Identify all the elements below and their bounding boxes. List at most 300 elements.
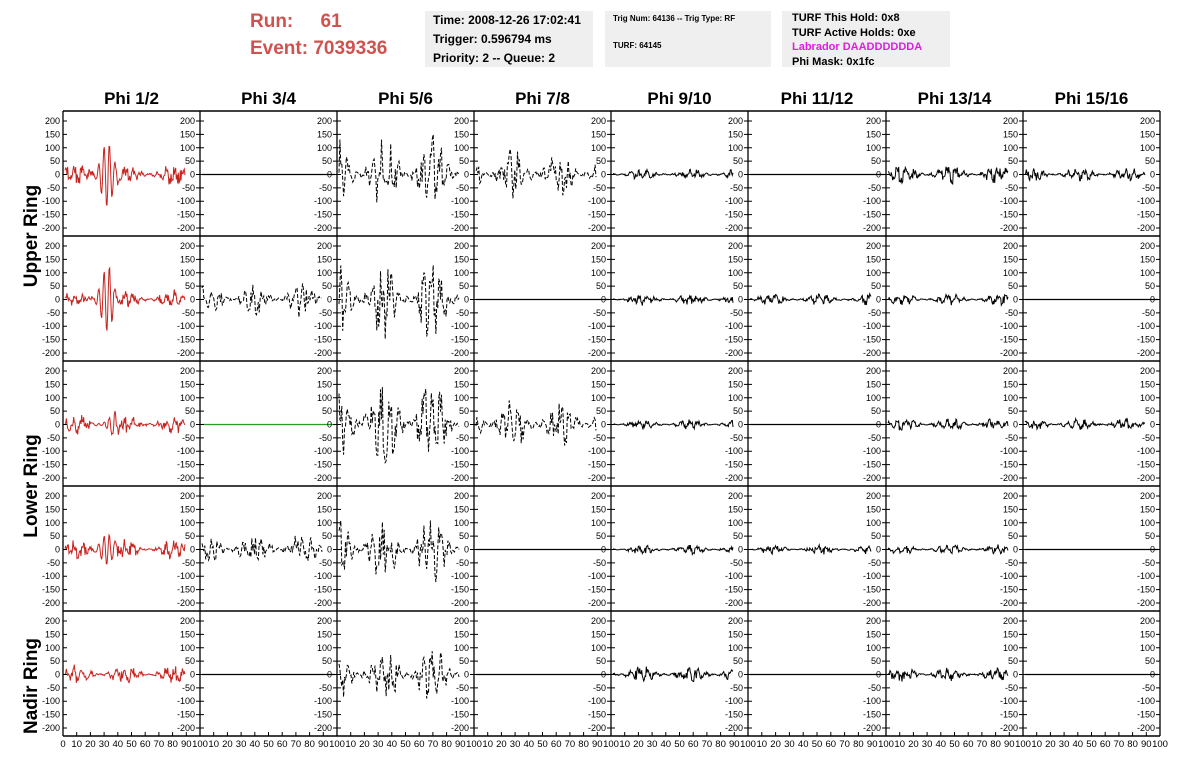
y-tick-label: -100 — [1136, 696, 1155, 707]
waveform-cell — [1023, 616, 1160, 733]
waveform-trace — [65, 146, 185, 205]
y-tick-label: 0 — [54, 169, 60, 180]
y-tick-label: -50 — [1141, 432, 1155, 443]
y-tick-label: -50 — [729, 182, 743, 193]
y-tick-label: -100 — [587, 696, 606, 707]
y-tick-label: -100 — [313, 321, 332, 332]
y-tick-label: -100 — [450, 321, 469, 332]
waveform-cell — [886, 241, 1023, 358]
x-tick-label: 60 — [550, 739, 562, 750]
y-tick-label: -50 — [181, 557, 195, 568]
y-tick-label: -50 — [592, 557, 606, 568]
y-tick-label: -150 — [587, 584, 606, 595]
y-tick-label: -50 — [46, 307, 60, 318]
y-tick-label: 200 — [1002, 241, 1018, 252]
y-tick-label: 50 — [1144, 406, 1155, 417]
y-tick-label: 0 — [1149, 544, 1155, 555]
y-tick-label: -200 — [41, 597, 60, 608]
y-tick-label: -150 — [724, 584, 743, 595]
y-tick-label: -50 — [318, 432, 332, 443]
x-tick-label: 40 — [1072, 739, 1084, 750]
y-tick-label: 100 — [453, 517, 469, 528]
y-tick-label: -50 — [318, 182, 332, 193]
y-tick-label: 50 — [458, 406, 469, 417]
y-tick-label: 0 — [326, 294, 332, 305]
y-tick-label: -100 — [1136, 571, 1155, 582]
y-tick-label: -100 — [41, 321, 60, 332]
waveform-cell — [474, 366, 611, 483]
waveform-cell — [1023, 241, 1160, 358]
y-tick-label: -150 — [724, 709, 743, 720]
y-tick-label: -150 — [176, 334, 195, 345]
y-tick-label: -150 — [313, 584, 332, 595]
waveform-trace — [339, 651, 459, 698]
y-tick-label: 100 — [865, 392, 881, 403]
y-tick-label: -200 — [313, 347, 332, 358]
y-tick-label: 50 — [321, 156, 332, 167]
y-tick-label: -200 — [724, 597, 743, 608]
y-tick-label: -200 — [41, 222, 60, 233]
y-tick-label: -50 — [455, 682, 469, 693]
y-tick-label: 50 — [1007, 531, 1018, 542]
y-tick-label: -150 — [999, 584, 1018, 595]
x-tick-label: 30 — [235, 739, 247, 750]
y-tick-label: -100 — [1136, 446, 1155, 457]
y-tick-label: -200 — [313, 597, 332, 608]
y-tick-label: -150 — [1136, 334, 1155, 345]
waveform-cell — [337, 116, 474, 233]
y-tick-label: -200 — [587, 597, 606, 608]
y-tick-label: -100 — [313, 196, 332, 207]
y-tick-label: -50 — [1004, 557, 1018, 568]
x-tick-label: 70 — [839, 739, 850, 750]
y-tick-label: -150 — [999, 709, 1018, 720]
y-tick-label: -150 — [1136, 709, 1155, 720]
y-tick-label: 150 — [865, 129, 881, 140]
y-tick-label: -200 — [450, 472, 469, 483]
y-tick-label: -150 — [724, 209, 743, 220]
y-tick-label: -50 — [181, 682, 195, 693]
y-tick-label: -200 — [724, 472, 743, 483]
event-value: 7039336 — [313, 38, 388, 59]
column-title: Phi 5/6 — [378, 89, 433, 108]
x-tick-label: 80 — [441, 739, 452, 750]
y-tick-label: -100 — [41, 571, 60, 582]
y-tick-label: 150 — [1139, 629, 1155, 640]
y-tick-label: 0 — [600, 169, 606, 180]
y-tick-label: -200 — [176, 722, 195, 733]
y-tick-label: 50 — [595, 156, 606, 167]
y-tick-label: -100 — [999, 571, 1018, 582]
y-tick-label: 0 — [54, 294, 60, 305]
y-tick-label: 50 — [49, 281, 60, 292]
y-tick-label: -150 — [587, 209, 606, 220]
x-tick-label: 80 — [715, 739, 726, 750]
y-tick-label: 0 — [600, 419, 606, 430]
y-tick-label: 0 — [326, 669, 332, 680]
y-tick-label: 0 — [1149, 419, 1155, 430]
y-tick-label: 100 — [179, 517, 195, 528]
y-tick-label: -50 — [318, 307, 332, 318]
waveform-cell — [337, 616, 474, 733]
y-tick-label: 200 — [44, 241, 60, 252]
y-tick-label: 0 — [875, 294, 881, 305]
y-tick-label: 50 — [732, 531, 743, 542]
y-tick-label: 200 — [727, 241, 743, 252]
y-tick-label: 0 — [463, 294, 469, 305]
waveform-cell — [748, 491, 886, 608]
y-tick-label: 150 — [727, 504, 743, 515]
x-tick-label: 20 — [770, 739, 781, 750]
y-tick-label: -50 — [867, 682, 881, 693]
y-tick-label: -50 — [867, 557, 881, 568]
y-tick-label: 100 — [316, 267, 332, 278]
run-value: 61 — [320, 11, 342, 32]
x-tick-label: 80 — [1127, 739, 1138, 750]
y-tick-label: -100 — [313, 446, 332, 457]
y-tick-label: 50 — [732, 656, 743, 667]
y-tick-label: -50 — [592, 182, 606, 193]
y-tick-label: -150 — [313, 209, 332, 220]
y-tick-label: 0 — [875, 419, 881, 430]
waveform-trace — [888, 419, 1008, 431]
x-tick-label: 10 — [482, 739, 493, 750]
waveform-cell — [42, 241, 200, 358]
y-tick-label: 150 — [590, 629, 606, 640]
y-tick-label: 50 — [458, 156, 469, 167]
y-tick-label: -100 — [587, 571, 606, 582]
y-tick-label: 50 — [458, 281, 469, 292]
y-tick-label: -150 — [862, 334, 881, 345]
y-tick-label: 200 — [727, 366, 743, 377]
y-tick-label: -100 — [176, 446, 195, 457]
y-tick-label: -100 — [724, 446, 743, 457]
y-tick-label: 0 — [189, 419, 195, 430]
x-tick-label: 80 — [990, 739, 1001, 750]
y-tick-label: -150 — [313, 334, 332, 345]
waveform-cell — [42, 616, 200, 733]
waveform-trace — [888, 668, 1008, 682]
y-tick-label: 100 — [453, 642, 469, 653]
x-tick-label: 10 — [619, 739, 630, 750]
waveform-cell — [200, 366, 337, 483]
y-tick-label: -150 — [1136, 584, 1155, 595]
y-tick-label: 150 — [1139, 379, 1155, 390]
y-tick-label: 50 — [870, 156, 881, 167]
y-tick-label: -150 — [450, 334, 469, 345]
y-tick-label: -200 — [450, 222, 469, 233]
y-tick-label: 50 — [184, 656, 195, 667]
waveform-cell — [748, 241, 886, 358]
y-tick-label: 0 — [737, 544, 743, 555]
waveform-trace — [339, 521, 459, 583]
y-tick-label: 0 — [1012, 544, 1018, 555]
y-tick-label: -50 — [46, 432, 60, 443]
y-tick-label: 0 — [189, 669, 195, 680]
y-tick-label: 150 — [1002, 629, 1018, 640]
y-tick-label: -100 — [176, 571, 195, 582]
y-tick-label: -150 — [313, 709, 332, 720]
y-tick-label: -200 — [587, 472, 606, 483]
y-tick-label: -100 — [587, 321, 606, 332]
y-tick-label: 200 — [1002, 616, 1018, 627]
y-tick-label: -100 — [450, 196, 469, 207]
y-tick-label: 50 — [321, 531, 332, 542]
y-tick-label: 50 — [870, 656, 881, 667]
y-tick-label: -150 — [450, 459, 469, 470]
y-tick-label: -50 — [455, 432, 469, 443]
y-tick-label: 100 — [316, 642, 332, 653]
y-tick-label: 100 — [590, 267, 606, 278]
y-tick-label: 150 — [1139, 254, 1155, 265]
y-tick-label: -150 — [587, 709, 606, 720]
x-tick-label: 0 — [60, 739, 66, 750]
y-tick-label: -50 — [729, 557, 743, 568]
y-tick-label: 150 — [453, 629, 469, 640]
y-tick-label: 150 — [179, 504, 195, 515]
run-label: Run: — [250, 11, 294, 32]
x-tick-label: 90 — [729, 739, 740, 750]
turf-this-hold: TURF This Hold: 0x8 — [792, 12, 900, 24]
phi-mask-text: Phi Mask: 0x1fc — [792, 55, 875, 68]
y-tick-label: -50 — [181, 432, 195, 443]
y-tick-label: 0 — [875, 169, 881, 180]
y-tick-label: 50 — [49, 406, 60, 417]
y-tick-label: 100 — [727, 642, 743, 653]
waveform-trace — [339, 265, 459, 339]
y-tick-label: -150 — [999, 459, 1018, 470]
y-tick-label: -100 — [862, 571, 881, 582]
y-tick-label: 100 — [179, 267, 195, 278]
waveform-trace — [476, 400, 596, 445]
y-tick-label: 100 — [44, 517, 60, 528]
y-tick-label: 50 — [870, 406, 881, 417]
y-tick-label: 0 — [189, 544, 195, 555]
waveform-trace — [750, 294, 871, 305]
y-tick-label: 150 — [453, 254, 469, 265]
x-tick-label: 50 — [263, 739, 274, 750]
y-tick-label: 0 — [875, 669, 881, 680]
waveform-trace — [888, 167, 1008, 184]
y-tick-label: 150 — [453, 129, 469, 140]
y-tick-label: 100 — [1002, 267, 1018, 278]
waveform-cell — [886, 116, 1023, 233]
waveform-cell — [611, 116, 748, 233]
y-tick-label: 0 — [1012, 169, 1018, 180]
y-tick-label: 150 — [727, 129, 743, 140]
y-tick-label: -100 — [587, 196, 606, 207]
y-tick-label: 150 — [316, 379, 332, 390]
ring-label: Nadir Ring — [21, 637, 42, 735]
y-tick-label: -200 — [41, 347, 60, 358]
y-tick-label: 150 — [179, 129, 195, 140]
waveform-cell — [748, 366, 886, 483]
x-tick-label: 20 — [222, 739, 233, 750]
y-tick-label: -100 — [862, 321, 881, 332]
x-tick-label: 80 — [578, 739, 589, 750]
y-tick-label: 200 — [44, 116, 60, 127]
x-tick-label: 60 — [687, 739, 699, 750]
waveform-cell — [886, 616, 1023, 733]
waveform-trace — [202, 283, 322, 317]
waveform-trace — [613, 667, 733, 682]
y-tick-label: 100 — [1002, 392, 1018, 403]
y-tick-label: 50 — [184, 156, 195, 167]
y-tick-label: -50 — [455, 182, 469, 193]
y-tick-label: -100 — [1136, 196, 1155, 207]
y-tick-label: -100 — [313, 696, 332, 707]
y-tick-label: 50 — [1144, 281, 1155, 292]
y-tick-label: 200 — [453, 491, 469, 502]
y-tick-label: 100 — [453, 392, 469, 403]
y-tick-label: 200 — [590, 366, 606, 377]
y-tick-label: -200 — [41, 722, 60, 733]
y-tick-label: 100 — [865, 642, 881, 653]
waveform-cell — [42, 116, 200, 233]
y-tick-label: 50 — [184, 406, 195, 417]
y-tick-label: 100 — [44, 642, 60, 653]
y-tick-label: -100 — [999, 196, 1018, 207]
y-tick-label: 150 — [453, 379, 469, 390]
x-tick-label: 70 — [1113, 739, 1125, 750]
y-tick-label: -50 — [455, 557, 469, 568]
y-tick-label: 100 — [179, 392, 195, 403]
y-tick-label: 100 — [590, 642, 606, 653]
waveform-cell — [337, 241, 474, 358]
y-tick-label: 150 — [590, 379, 606, 390]
y-tick-label: 50 — [595, 531, 606, 542]
y-tick-label: 50 — [321, 406, 332, 417]
y-tick-label: 200 — [179, 241, 195, 252]
y-tick-label: 100 — [1139, 142, 1155, 153]
waveform-cell — [42, 491, 200, 608]
y-tick-label: 100 — [179, 142, 195, 153]
y-tick-label: -200 — [999, 222, 1018, 233]
y-tick-label: 0 — [326, 169, 332, 180]
y-tick-label: 0 — [1149, 169, 1155, 180]
x-tick-label: 40 — [386, 739, 398, 750]
y-tick-label: 150 — [179, 629, 195, 640]
y-tick-label: 150 — [727, 379, 743, 390]
y-tick-label: 100 — [1002, 142, 1018, 153]
x-tick-label: 60 — [139, 739, 151, 750]
y-tick-label: 200 — [590, 491, 606, 502]
column-title: Phi 7/8 — [515, 89, 570, 108]
x-tick-label: 10 — [345, 739, 356, 750]
x-tick-label: 20 — [85, 739, 96, 750]
waveform-trace — [65, 665, 185, 683]
y-tick-label: -150 — [862, 709, 881, 720]
y-tick-label: 200 — [590, 116, 606, 127]
column-title: Phi 3/4 — [241, 89, 296, 108]
y-tick-label: -100 — [313, 571, 332, 582]
y-tick-label: 0 — [189, 294, 195, 305]
y-tick-label: -200 — [724, 222, 743, 233]
y-tick-label: 0 — [600, 294, 606, 305]
y-tick-label: 150 — [316, 129, 332, 140]
x-tick-label: 20 — [633, 739, 644, 750]
x-tick-label: 90 — [866, 739, 878, 750]
waveform-trace — [202, 536, 322, 561]
y-tick-label: -200 — [313, 722, 332, 733]
y-tick-label: -50 — [46, 682, 60, 693]
y-tick-label: 200 — [453, 366, 469, 377]
y-tick-label: -150 — [1136, 459, 1155, 470]
y-tick-label: 150 — [727, 629, 743, 640]
y-tick-label: -100 — [41, 196, 60, 207]
y-tick-label: 150 — [316, 504, 332, 515]
y-tick-label: 150 — [44, 629, 60, 640]
y-tick-label: -150 — [41, 584, 60, 595]
x-tick-label: 60 — [413, 739, 425, 750]
y-tick-label: -150 — [450, 584, 469, 595]
y-tick-label: -150 — [176, 209, 195, 220]
x-tick-label: 40 — [935, 739, 947, 750]
x-tick-label: 20 — [359, 739, 370, 750]
x-tick-label: 10 — [71, 739, 82, 750]
y-tick-label: 100 — [453, 267, 469, 278]
y-tick-label: -200 — [724, 347, 743, 358]
waveform-cell — [474, 241, 611, 358]
y-tick-label: -50 — [1004, 182, 1018, 193]
y-tick-label: -200 — [999, 472, 1018, 483]
y-tick-label: -200 — [999, 597, 1018, 608]
waveform-cell — [42, 366, 200, 483]
y-tick-label: -200 — [587, 222, 606, 233]
y-tick-label: 100 — [1002, 517, 1018, 528]
waveform-cell — [200, 116, 337, 233]
y-tick-label: -200 — [862, 597, 881, 608]
y-tick-label: 100 — [316, 517, 332, 528]
y-tick-label: 50 — [321, 281, 332, 292]
y-tick-label: 0 — [600, 669, 606, 680]
y-tick-label: -100 — [724, 321, 743, 332]
x-tick-label: 80 — [167, 739, 178, 750]
x-tick-label: 90 — [1004, 739, 1015, 750]
y-tick-label: 200 — [865, 491, 881, 502]
y-tick-label: 100 — [865, 142, 881, 153]
y-tick-label: 50 — [1007, 281, 1018, 292]
x-tick-label: 90 — [592, 739, 603, 750]
x-tick-label: 20 — [1045, 739, 1056, 750]
turf-text: TURF: 64145 — [613, 41, 662, 50]
y-tick-label: -100 — [999, 446, 1018, 457]
y-tick-label: 0 — [463, 169, 469, 180]
y-tick-label: -50 — [46, 182, 60, 193]
y-tick-label: 100 — [727, 517, 743, 528]
y-tick-label: 0 — [326, 419, 332, 430]
column-title: Phi 13/14 — [917, 89, 992, 108]
x-tick-label: 60 — [962, 739, 974, 750]
y-tick-label: 100 — [44, 392, 60, 403]
y-tick-label: -100 — [450, 446, 469, 457]
y-tick-label: -100 — [862, 196, 881, 207]
y-tick-label: 150 — [865, 254, 881, 265]
y-tick-label: -200 — [41, 472, 60, 483]
y-tick-label: -200 — [862, 347, 881, 358]
y-tick-label: 0 — [463, 669, 469, 680]
x-tick-label: 90 — [318, 739, 329, 750]
y-tick-label: 0 — [737, 419, 743, 430]
y-tick-label: 150 — [453, 504, 469, 515]
y-tick-label: 200 — [590, 241, 606, 252]
y-tick-label: 100 — [865, 517, 881, 528]
y-tick-label: -150 — [450, 709, 469, 720]
y-tick-label: 50 — [595, 281, 606, 292]
waveform-cell — [886, 491, 1023, 608]
y-tick-label: -50 — [592, 432, 606, 443]
y-tick-label: 0 — [1149, 669, 1155, 680]
